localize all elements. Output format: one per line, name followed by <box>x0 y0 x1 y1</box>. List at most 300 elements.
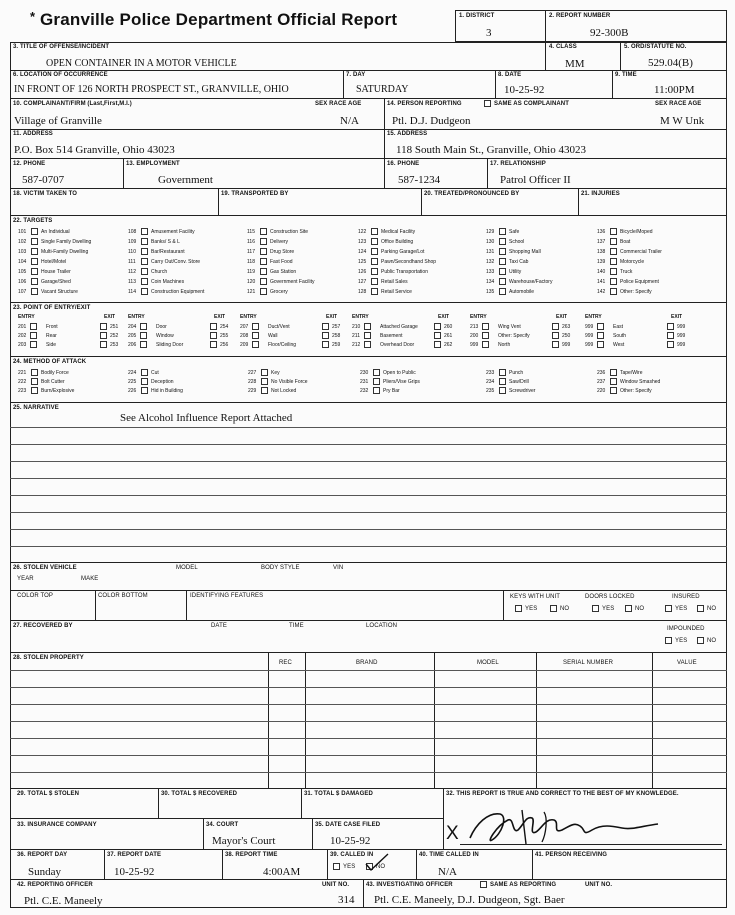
exit-checkbox[interactable] <box>210 323 217 330</box>
recovered-location-label: LOCATION <box>366 623 398 629</box>
property-line <box>10 755 727 756</box>
entry-heading: ENTRY <box>470 314 487 320</box>
attack-label: Tape/Wire <box>620 370 643 376</box>
attack-label: 24. METHOD OF ATTACK <box>13 359 87 365</box>
exit-code: 260 <box>444 324 453 330</box>
doors-no-checkbox[interactable] <box>625 605 632 612</box>
exit-checkbox[interactable] <box>552 341 559 348</box>
attack-label: Pliers/Vise Grips <box>383 379 420 385</box>
entry-label: Door <box>156 324 167 330</box>
narrative-line <box>10 478 727 479</box>
exit-checkbox[interactable] <box>552 332 559 339</box>
target-checkbox[interactable] <box>31 258 38 265</box>
target-checkbox[interactable] <box>499 258 506 265</box>
entry-checkbox[interactable] <box>140 323 147 330</box>
exit-heading: EXIT <box>556 314 568 320</box>
target-checkbox[interactable] <box>499 238 506 245</box>
target-checkbox[interactable] <box>260 238 267 245</box>
property-line <box>10 738 727 739</box>
entry-checkbox[interactable] <box>252 323 259 330</box>
target-label: Public Transportation <box>381 269 428 275</box>
address-value[interactable]: P.O. Box 514 Granville, Ohio 43023 <box>14 144 175 156</box>
same-as-complainant-label: SAME AS COMPLAINANT <box>494 101 570 107</box>
exit-checkbox[interactable] <box>434 341 441 348</box>
target-code: 140 <box>597 269 606 275</box>
phone-value[interactable]: 587-0707 <box>22 174 65 186</box>
exit-code: 999 <box>562 342 571 348</box>
report-time-label: 38. REPORT TIME <box>225 852 278 858</box>
attack-label: Deception <box>151 379 174 385</box>
attack-code: 231 <box>360 379 369 385</box>
called-in-yes-checkbox[interactable] <box>333 863 340 870</box>
attack-checkbox[interactable] <box>141 387 148 394</box>
attack-label: Not Locked <box>271 388 297 394</box>
attack-checkbox[interactable] <box>499 369 506 376</box>
target-label: Motorcycle <box>620 259 645 265</box>
impounded-no-label: NO <box>707 638 717 644</box>
target-code: 102 <box>18 239 27 245</box>
certify-label: 32. THIS REPORT IS TRUE AND CORRECT TO THE BEST OF MY KNOWLEDGE. <box>446 791 679 797</box>
target-checkbox[interactable] <box>260 278 267 285</box>
target-label: Office Building <box>381 239 414 245</box>
district-value[interactable]: 3 <box>486 27 492 39</box>
address2-value[interactable]: 118 South Main St., Granville, Ohio 43023 <box>396 144 586 156</box>
entry-label: Sliding Door <box>156 342 184 348</box>
attack-checkbox[interactable] <box>499 378 506 385</box>
entry-code: 213 <box>470 324 479 330</box>
entry-checkbox[interactable] <box>482 341 489 348</box>
recovered-time-label: TIME <box>289 623 304 629</box>
entry-label: Rear <box>46 333 57 339</box>
target-code: 129 <box>486 229 495 235</box>
address2-label: 15. ADDRESS <box>387 131 428 137</box>
vehicle-model-label: MODEL <box>176 565 198 571</box>
narrative-line <box>10 512 727 513</box>
entry-heading: ENTRY <box>585 314 602 320</box>
reporting-label: 14. PERSON REPORTING <box>387 101 462 107</box>
entry-checkbox[interactable] <box>482 332 489 339</box>
target-checkbox[interactable] <box>31 288 38 295</box>
target-checkbox[interactable] <box>31 228 38 235</box>
exit-code: 256 <box>220 342 229 348</box>
attack-code: 223 <box>18 388 27 394</box>
exit-code: 253 <box>110 342 119 348</box>
target-checkbox[interactable] <box>499 288 506 295</box>
target-label: Taxi Cab <box>509 259 529 265</box>
property-value-label: VALUE <box>677 660 697 666</box>
target-label: Bar/Restaurant <box>151 249 185 255</box>
employment-value[interactable]: Government <box>158 174 213 186</box>
exit-code: 261 <box>444 333 453 339</box>
phone2-value[interactable]: 587-1234 <box>398 174 441 186</box>
entry-checkbox[interactable] <box>364 323 371 330</box>
keys-yes-checkbox[interactable] <box>515 605 522 612</box>
target-code: 103 <box>18 249 27 255</box>
attack-label: Punch <box>509 370 524 376</box>
target-label: Single Family Dwelling <box>41 239 92 245</box>
entry-checkbox[interactable] <box>597 323 604 330</box>
phone2-label: 16. PHONE <box>387 161 420 167</box>
statute-value[interactable]: 529.04(B) <box>648 57 693 69</box>
attack-checkbox[interactable] <box>610 387 617 394</box>
exit-checkbox[interactable] <box>322 323 329 330</box>
target-checkbox[interactable] <box>260 248 267 255</box>
narrative-text[interactable]: See Alcohol Influence Report Attached <box>120 412 293 424</box>
exit-code: 254 <box>220 324 229 330</box>
attack-code: 236 <box>597 370 606 376</box>
target-code: 118 <box>247 259 255 265</box>
relationship-value[interactable]: Patrol Officer II <box>500 174 571 186</box>
entry-label: West <box>613 342 625 348</box>
target-checkbox[interactable] <box>610 228 617 235</box>
attack-checkbox[interactable] <box>261 378 268 385</box>
entry-label: Overhead Door <box>380 342 415 348</box>
target-label: Pawn/Secondhand Shop <box>381 259 437 265</box>
target-checkbox[interactable] <box>610 288 617 295</box>
attack-checkbox[interactable] <box>373 378 380 385</box>
impounded-yes-checkbox[interactable] <box>665 637 672 644</box>
attack-label: Bodily Force <box>41 370 69 376</box>
person-receiving-label: 41. PERSON RECEIVING <box>535 852 608 858</box>
attack-checkbox[interactable] <box>261 387 268 394</box>
target-checkbox[interactable] <box>610 278 617 285</box>
target-code: 105 <box>18 269 27 275</box>
insured-label: INSURED <box>672 594 700 600</box>
complainant-value[interactable]: Village of Granville <box>14 115 102 127</box>
target-code: 134 <box>486 279 495 285</box>
target-label: Retail Service <box>381 289 412 295</box>
target-checkbox[interactable] <box>371 288 378 295</box>
target-code: 136 <box>597 229 606 235</box>
entry-checkbox[interactable] <box>30 332 37 339</box>
insured-yes-checkbox[interactable] <box>665 605 672 612</box>
attack-label: Window Smashed <box>620 379 661 385</box>
entry-checkbox[interactable] <box>597 332 604 339</box>
attack-checkbox[interactable] <box>610 378 617 385</box>
entry-checkbox[interactable] <box>30 341 37 348</box>
exit-code: 999 <box>677 342 686 348</box>
complainant-sra-label: SEX RACE AGE <box>315 101 362 107</box>
target-code: 127 <box>358 279 367 285</box>
exit-checkbox[interactable] <box>434 332 441 339</box>
target-checkbox[interactable] <box>610 258 617 265</box>
property-rec-label: REC <box>279 660 292 666</box>
attack-label: No Visible Force <box>271 379 308 385</box>
narrative-line <box>10 495 727 496</box>
target-checkbox[interactable] <box>499 248 506 255</box>
target-checkbox[interactable] <box>31 238 38 245</box>
narrative-line <box>10 444 727 445</box>
attack-checkbox[interactable] <box>141 369 148 376</box>
entry-code: 205 <box>128 333 137 339</box>
target-checkbox[interactable] <box>260 288 267 295</box>
attack-checkbox[interactable] <box>610 369 617 376</box>
recovered-date-label: DATE <box>211 623 227 629</box>
same-as-reporting-checkbox[interactable] <box>480 881 487 888</box>
entry-checkbox[interactable] <box>597 341 604 348</box>
exit-heading: EXIT <box>438 314 450 320</box>
target-label: Drug Store <box>270 249 295 255</box>
exit-checkbox[interactable] <box>322 341 329 348</box>
identifying-label: IDENTIFYING FEATURES <box>190 593 264 599</box>
target-label: Multi-Family Dwelling <box>41 249 89 255</box>
target-code: 104 <box>18 259 27 265</box>
time-called-value[interactable]: N/A <box>438 866 457 878</box>
target-label: Gas Station <box>270 269 297 275</box>
location-value[interactable]: IN FRONT OF 126 NORTH PROSPECT ST., GRANVILLE, OHIO <box>14 84 289 95</box>
target-checkbox[interactable] <box>371 238 378 245</box>
insured-no-checkbox[interactable] <box>697 605 704 612</box>
entry-code: 202 <box>18 333 27 339</box>
report-time-value[interactable]: 4:00AM <box>263 866 301 878</box>
target-checkbox[interactable] <box>499 228 506 235</box>
target-checkbox[interactable] <box>610 238 617 245</box>
target-code: 142 <box>597 289 606 295</box>
property-line <box>10 670 727 671</box>
target-code: 109 <box>128 239 137 245</box>
target-code: 130 <box>486 239 495 245</box>
entry-checkbox[interactable] <box>364 332 371 339</box>
narrative-line <box>10 546 727 547</box>
entry-heading: ENTRY <box>128 314 145 320</box>
exit-code: 999 <box>677 324 686 330</box>
attack-checkbox[interactable] <box>499 387 506 394</box>
total-recovered-label: 30. TOTAL $ RECOVERED <box>161 791 238 797</box>
vehicle-year-label: YEAR <box>17 576 34 582</box>
treated-label: 20. TREATED/PRONOUNCED BY <box>424 191 520 197</box>
target-code: 101 <box>18 229 27 235</box>
time-value[interactable]: 11:00PM <box>654 84 695 96</box>
entry-code: 207 <box>240 324 249 330</box>
court-value[interactable]: Mayor's Court <box>212 835 276 847</box>
complainant-sra-value[interactable]: N/A <box>340 115 359 127</box>
property-label: 28. STOLEN PROPERTY <box>13 655 84 661</box>
target-checkbox[interactable] <box>499 268 506 275</box>
total-damaged-label: 31. TOTAL $ DAMAGED <box>304 791 373 797</box>
target-checkbox[interactable] <box>31 248 38 255</box>
exit-checkbox[interactable] <box>667 341 674 348</box>
date-filed-label: 35. DATE CASE FILED <box>315 822 381 828</box>
entry-code: 999 <box>585 342 594 348</box>
attack-checkbox[interactable] <box>373 387 380 394</box>
phone-label: 12. PHONE <box>13 161 46 167</box>
impounded-no-checkbox[interactable] <box>697 637 704 644</box>
same-as-complainant-checkbox[interactable] <box>484 100 491 107</box>
target-checkbox[interactable] <box>141 258 148 265</box>
attack-checkbox[interactable] <box>141 378 148 385</box>
entry-checkbox[interactable] <box>482 323 489 330</box>
keys-no-checkbox[interactable] <box>550 605 557 612</box>
attack-checkbox[interactable] <box>31 378 38 385</box>
entry-label: North <box>498 342 511 348</box>
entry-code: 209 <box>240 342 249 348</box>
class-value[interactable]: MM <box>565 58 585 70</box>
class-label: 4. CLASS <box>549 44 577 50</box>
entry-code: 203 <box>18 342 27 348</box>
target-label: Construction Equipment <box>151 289 205 295</box>
signature <box>462 804 672 848</box>
entry-label: Wing Vent <box>498 324 521 330</box>
attack-code: 228 <box>248 379 257 385</box>
attack-label: Open to Public <box>383 370 416 376</box>
exit-checkbox[interactable] <box>210 332 217 339</box>
entry-label: East <box>613 324 624 330</box>
reporting-officer-label: 42. REPORTING OFFICER <box>17 882 93 888</box>
color-top-label: COLOR TOP <box>17 593 54 599</box>
entry-checkbox[interactable] <box>140 332 147 339</box>
target-label: An Individual <box>41 229 70 235</box>
target-code: 110 <box>128 249 136 255</box>
attack-label: Hid in Building <box>151 388 183 394</box>
injuries-label: 21. INJURIES <box>581 191 620 197</box>
target-checkbox[interactable] <box>141 248 148 255</box>
offense-label: 3. TITLE OF OFFENSE/INCIDENT <box>13 44 110 50</box>
target-checkbox[interactable] <box>260 268 267 275</box>
recovered-label: 27. RECOVERED BY <box>13 623 73 629</box>
exit-checkbox[interactable] <box>667 332 674 339</box>
attack-checkbox[interactable] <box>31 387 38 394</box>
exit-heading: EXIT <box>104 314 116 320</box>
unit-value[interactable]: 314 <box>338 894 355 906</box>
date-filed-value[interactable]: 10-25-92 <box>330 835 371 847</box>
entry-label: Other: Specify <box>498 333 530 339</box>
narrative-line <box>10 427 727 428</box>
attack-code: 232 <box>360 388 369 394</box>
location-label: 6. LOCATION OF OCCURRENCE <box>13 72 108 78</box>
day-value[interactable]: SATURDAY <box>356 84 409 95</box>
exit-checkbox[interactable] <box>552 323 559 330</box>
entry-code: 200 <box>470 333 479 339</box>
target-checkbox[interactable] <box>141 228 148 235</box>
entry-code: 212 <box>352 342 361 348</box>
target-checkbox[interactable] <box>260 228 267 235</box>
entry-checkbox[interactable] <box>252 341 259 348</box>
target-checkbox[interactable] <box>371 228 378 235</box>
target-checkbox[interactable] <box>141 278 148 285</box>
report-date-label: 37. REPORT DATE <box>107 852 162 858</box>
doors-yes-checkbox[interactable] <box>592 605 599 612</box>
total-stolen-label: 29. TOTAL $ STOLEN <box>17 791 80 797</box>
target-checkbox[interactable] <box>141 288 148 295</box>
form-body <box>10 42 727 908</box>
attack-code: 233 <box>486 370 495 376</box>
attack-code: 220 <box>597 388 606 394</box>
report-number-value[interactable]: 92-300B <box>590 27 629 39</box>
target-checkbox[interactable] <box>371 278 378 285</box>
same-as-reporting-label: SAME AS REPORTING <box>490 882 557 888</box>
date-value[interactable]: 10-25-92 <box>504 84 545 96</box>
target-code: 135 <box>486 289 495 295</box>
offense-value[interactable]: OPEN CONTAINER IN A MOTOR VEHICLE <box>46 58 237 69</box>
time-label: 9. TIME <box>615 72 637 78</box>
target-label: Bicycle/Moped <box>620 229 653 235</box>
entry-heading: ENTRY <box>18 314 35 320</box>
attack-label: Pry Bar <box>383 388 400 394</box>
target-checkbox[interactable] <box>141 238 148 245</box>
exit-checkbox[interactable] <box>322 332 329 339</box>
target-checkbox[interactable] <box>371 248 378 255</box>
target-checkbox[interactable] <box>371 258 378 265</box>
target-checkbox[interactable] <box>610 248 617 255</box>
target-checkbox[interactable] <box>499 278 506 285</box>
entry-checkbox[interactable] <box>364 341 371 348</box>
reporting-sra-value[interactable]: M W Unk <box>660 115 705 127</box>
entry-label: Window <box>156 333 174 339</box>
target-checkbox[interactable] <box>610 268 617 275</box>
called-in-label: 39. CALLED IN <box>330 852 374 858</box>
target-code: 131 <box>486 249 495 255</box>
target-label: Amusement Facility <box>151 229 195 235</box>
called-in-no-label: NO <box>376 864 386 870</box>
keys-no-label: NO <box>560 606 570 612</box>
exit-checkbox[interactable] <box>100 323 107 330</box>
target-label: Safe <box>509 229 520 235</box>
target-label: Coin Machines <box>151 279 185 285</box>
exit-checkbox[interactable] <box>434 323 441 330</box>
reporting-officer-value[interactable]: Ptl. C.E. Maneely <box>24 895 103 907</box>
target-label: Vacant Structure <box>41 289 78 295</box>
entry-exit-label: 23. POINT OF ENTRY/EXIT <box>13 305 91 311</box>
entry-checkbox[interactable] <box>252 332 259 339</box>
attack-checkbox[interactable] <box>31 369 38 376</box>
exit-checkbox[interactable] <box>667 323 674 330</box>
target-code: 138 <box>597 249 606 255</box>
exit-checkbox[interactable] <box>100 332 107 339</box>
target-checkbox[interactable] <box>31 268 38 275</box>
target-code: 112 <box>128 269 136 275</box>
target-label: Other: Specify <box>620 289 652 295</box>
attack-label: Bolt Cutter <box>41 379 65 385</box>
target-checkbox[interactable] <box>141 268 148 275</box>
attack-checkbox[interactable] <box>373 369 380 376</box>
property-model-label: MODEL <box>477 660 499 666</box>
attack-checkbox[interactable] <box>261 369 268 376</box>
report-date-value[interactable]: 10-25-92 <box>114 866 155 878</box>
entry-label: Floor/Ceiling <box>268 342 297 348</box>
target-code: 106 <box>18 279 27 285</box>
entry-checkbox[interactable] <box>30 323 37 330</box>
target-checkbox[interactable] <box>371 268 378 275</box>
report-day-value[interactable]: Sunday <box>28 866 61 878</box>
target-checkbox[interactable] <box>31 278 38 285</box>
entry-code: 206 <box>128 342 137 348</box>
entry-label: Front <box>46 324 58 330</box>
insurance-label: 33. INSURANCE COMPANY <box>17 822 97 828</box>
entry-code: 201 <box>18 324 27 330</box>
exit-checkbox[interactable] <box>100 341 107 348</box>
unit2-label: UNIT NO. <box>585 882 613 888</box>
target-label: Truck <box>620 269 633 275</box>
entry-checkbox[interactable] <box>140 341 147 348</box>
attack-code: 237 <box>597 379 606 385</box>
investigating-label: 43. INVESTIGATING OFFICER <box>366 882 453 888</box>
target-checkbox[interactable] <box>260 258 267 265</box>
target-label: House Trailer <box>41 269 71 275</box>
vehicle-label: 26. STOLEN VEHICLE <box>13 565 77 571</box>
target-label: Grocery <box>270 289 288 295</box>
insured-yes-label: YES <box>675 606 688 612</box>
target-label: Banks/ S & L <box>151 239 180 245</box>
target-code: 108 <box>128 229 137 235</box>
exit-checkbox[interactable] <box>210 341 217 348</box>
entry-label: Duct/Vent <box>268 324 290 330</box>
entry-code: 210 <box>352 324 361 330</box>
entry-label: Basement <box>380 333 403 339</box>
investigating-value[interactable]: Ptl. C.E. Maneely, D.J. Dudgeon, Sgt. Baer <box>374 894 565 906</box>
reporting-value[interactable]: Ptl. D.J. Dudgeon <box>392 115 471 127</box>
target-code: 125 <box>358 259 367 265</box>
attack-label: Key <box>271 370 280 376</box>
